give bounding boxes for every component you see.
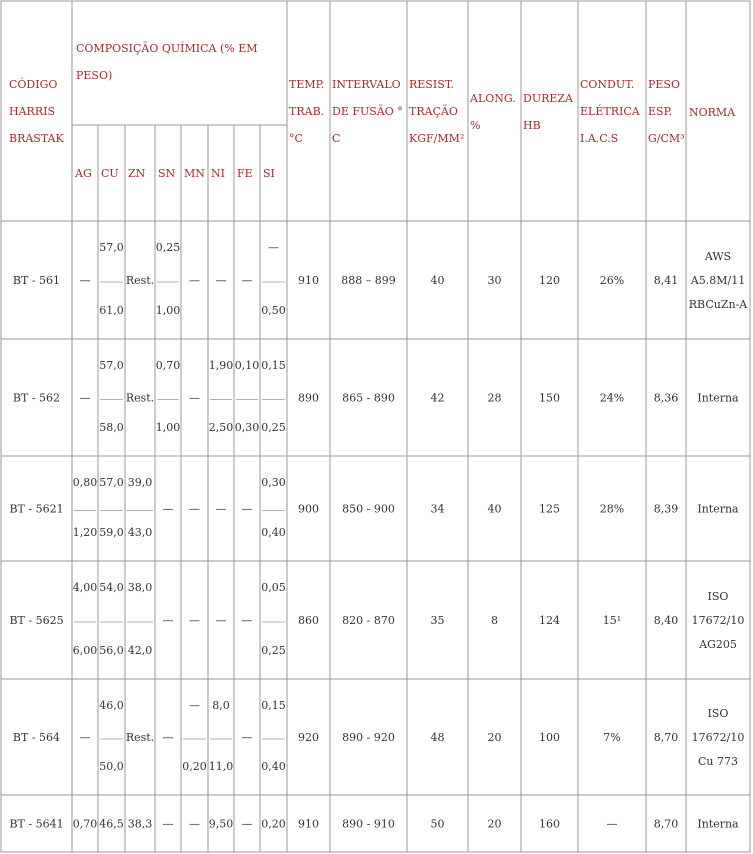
cell-zn: Rest. [125,274,155,287]
header-norma: NORMA [689,106,736,119]
row-code: BT - 561 [12,274,61,287]
cell-ag: — [79,391,91,405]
cell-mn: — [189,502,200,516]
cell-ni: — [215,502,227,516]
header-element-mn: MN [184,167,205,180]
row-code: BT - 5621 [9,502,64,516]
cell-mn: — [189,274,200,287]
cell-resist: 42 [430,391,445,405]
header-temp-line: °C [289,132,303,145]
cell-fe-max: 0,30 [234,421,260,434]
header-intervalo-line: DE FUSÃO ° [332,105,403,118]
cell-peso: 8,39 [653,502,679,516]
cell-mn: — [189,614,200,627]
cell-intervalo: 890 - 910 [342,817,395,831]
cell-fe: — [241,502,253,516]
cell-zn-max: 42,0 [127,644,153,657]
cell-si-max: 0,25 [261,644,286,657]
header-along-line: % [470,119,481,132]
cell-peso: 8,40 [653,614,679,627]
cell-ni: — [215,614,227,627]
cell-cu-min: 54,0 [99,581,124,594]
cell-ni: 9,50 [208,817,234,831]
header-element-zn: ZN [128,167,146,180]
cell-sn-min: 0,25 [155,241,181,254]
cell-norma-line: 17672/10 [691,614,745,627]
header-element-fe: FE [237,167,253,180]
cell-temp: 910 [298,817,319,831]
cell-intervalo: 890 - 920 [342,731,395,744]
cell-condut: 24% [599,391,625,405]
cell-dureza: 124 [539,614,560,627]
header-dureza-line: DUREZA [523,92,573,105]
cell-intervalo: 865 - 890 [342,391,395,405]
cell-mn-max: 0,20 [182,760,207,773]
cell-mn: — [189,391,200,405]
cell-si-max: 0,25 [261,421,286,434]
cell-zn: Rest. [125,391,155,405]
header-temp-line: TRAB. [289,105,325,118]
cell-mn: — [189,817,200,831]
cell-fe: — [241,731,253,744]
row-code: BT - 5641 [9,817,64,831]
cell-fe-min: 0,10 [234,359,260,372]
cell-intervalo: 820 - 870 [342,614,395,627]
cell-si-max: 0,40 [261,760,286,773]
cell-ag: — [79,731,91,744]
cell-cu-min: 46,0 [99,699,124,712]
header-element-ag: AG [75,167,92,180]
cell-ag: — [79,274,91,287]
header-peso-line: G/CM³ [648,132,685,145]
cell-dureza: 160 [539,817,560,831]
cell-norma-line: A5.8M/11 [690,274,746,287]
cell-dureza: 100 [539,731,560,744]
cell-peso: 8,41 [653,274,679,287]
cell-norma-line: Interna [697,502,739,516]
cell-zn-min: 39,0 [127,476,153,489]
cell-along: 28 [487,391,502,405]
header-element-cu: CU [101,167,119,180]
cell-resist: 48 [430,731,445,744]
cell-si-min: 0,05 [261,581,286,594]
cell-temp: 910 [298,274,319,287]
cell-zn-min: 38,0 [127,581,153,594]
cell-ag-max: 1,20 [72,526,98,539]
cell-si-min: 0,15 [261,359,286,372]
cell-si-max: 0,40 [261,526,286,539]
cell-sn-min: 0,70 [155,359,181,372]
cell-resist: 50 [430,817,445,831]
header-intervalo-line: INTERVALO [332,78,401,91]
header-composicao-line: COMPOSIÇÃO QUÍMICA (% EM [76,42,258,55]
header-composicao-line: PESO) [76,69,113,82]
cell-sn-max: 1,00 [155,421,181,434]
cell-fe: — [241,817,253,831]
cell-cu-max: 59,0 [99,526,124,539]
cell-peso: 8,36 [653,391,679,405]
header-condut-line: CONDUT. [580,78,635,91]
header-along-line: ALONG. [470,92,516,105]
cell-temp: 900 [298,502,319,516]
header-element-ni: NI [211,167,225,180]
cell-sn-max: 1,00 [155,304,181,317]
cell-si-min: 0,15 [261,699,286,712]
cell-intervalo: 888 – 899 [341,274,396,287]
header-condut-line: I.A.C.S [580,132,619,145]
cell-norma-line: AG205 [699,638,737,651]
cell-ni: — [215,274,227,287]
cell-temp: 890 [298,391,319,405]
header-resist-line: RESIST. [409,78,454,91]
cell-norma-line: ISO [707,590,729,603]
cell-norma-line: Interna [697,391,739,405]
cell-peso: 8,70 [653,731,679,744]
cell-condut: 15¹ [602,614,622,627]
header-peso-line: PESO [648,78,680,91]
cell-condut: 7% [603,731,621,744]
cell-ag-min: 4,00 [72,581,98,594]
cell-along: 40 [487,502,502,516]
cell-resist: 34 [430,502,445,516]
cell-resist: 40 [430,274,445,287]
cell-cu-min: 57,0 [99,359,124,372]
cell-mn-min: — [189,699,200,712]
cell-condut: 26% [599,274,625,287]
header-element-si: SI [263,167,275,180]
row-code: BT - 5625 [9,614,64,627]
cell-cu-min: 57,0 [99,476,124,489]
cell-norma-line: ISO [707,707,729,720]
cell-norma-line: RBCuZn-A [688,298,748,311]
cell-sn: — [162,502,174,516]
cell-condut: — [606,817,618,831]
cell-resist: 35 [430,614,445,627]
header-resist-line: TRAÇÃO [409,105,458,118]
cell-si-max: 0,50 [261,304,286,317]
cell-norma-line: Cu 773 [698,755,738,768]
row-code: BT - 562 [12,391,61,405]
cell-ni-max: 2,50 [208,421,234,434]
header-codigo-line: CÓDIGO [9,78,58,91]
header-codigo-line: BRASTAK [9,132,64,145]
cell-peso: 8,70 [653,817,679,831]
cell-si-min: — [268,241,279,254]
cell-dureza: 125 [539,502,560,516]
cell-ag: 0,70 [72,817,98,831]
cell-norma-line: 17672/10 [691,731,745,744]
header-condut-line: ELÉTRICA [580,105,640,118]
cell-sn: — [162,817,174,831]
cell-zn-max: 43,0 [127,526,153,539]
cell-cu-max: 56,0 [99,644,124,657]
cell-fe: — [241,614,253,627]
cell-cu-min: 57,0 [99,241,124,254]
cell-zn: Rest. [125,731,155,744]
row-code: BT - 564 [12,731,61,744]
cell-ag-min: 0,80 [72,476,98,489]
header-dureza-line: HB [523,119,541,132]
header-temp-line: TEMP. [289,78,325,91]
cell-sn: — [162,731,174,744]
cell-cu-max: 58,0 [99,421,124,434]
cell-fe: — [241,274,253,287]
cell-zn: 38,3 [127,817,153,831]
cell-sn: — [162,614,174,627]
header-codigo-line: HARRIS [9,105,55,118]
header-element-sn: SN [158,167,176,180]
header-peso-line: ESP. [648,105,673,118]
cell-along: 20 [487,817,502,831]
cell-along: 20 [487,731,502,744]
cell-ag-max: 6,00 [72,644,98,657]
cell-cu-max: 50,0 [99,760,124,773]
cell-ni-max: 11,0 [208,760,234,773]
cell-si-min: 0,30 [261,476,286,489]
header-intervalo-line: C [332,132,341,145]
cell-norma-line: AWS [704,250,732,263]
cell-norma-line: Interna [697,817,739,831]
cell-si: 0,20 [261,817,286,831]
cell-condut: 28% [599,502,625,516]
cell-dureza: 150 [539,391,560,405]
cell-dureza: 120 [539,274,560,287]
header-resist-line: KGF/MM² [409,132,465,145]
cell-ni-min: 8,0 [212,699,230,712]
cell-temp: 920 [298,731,319,744]
cell-along: 8 [491,614,498,627]
cell-intervalo: 850 - 900 [342,502,395,516]
cell-cu-max: 61,0 [99,304,124,317]
cell-ni-min: 1,90 [208,359,234,372]
cell-cu: 46,5 [99,817,124,831]
cell-temp: 860 [298,614,319,627]
cell-along: 30 [487,274,502,287]
